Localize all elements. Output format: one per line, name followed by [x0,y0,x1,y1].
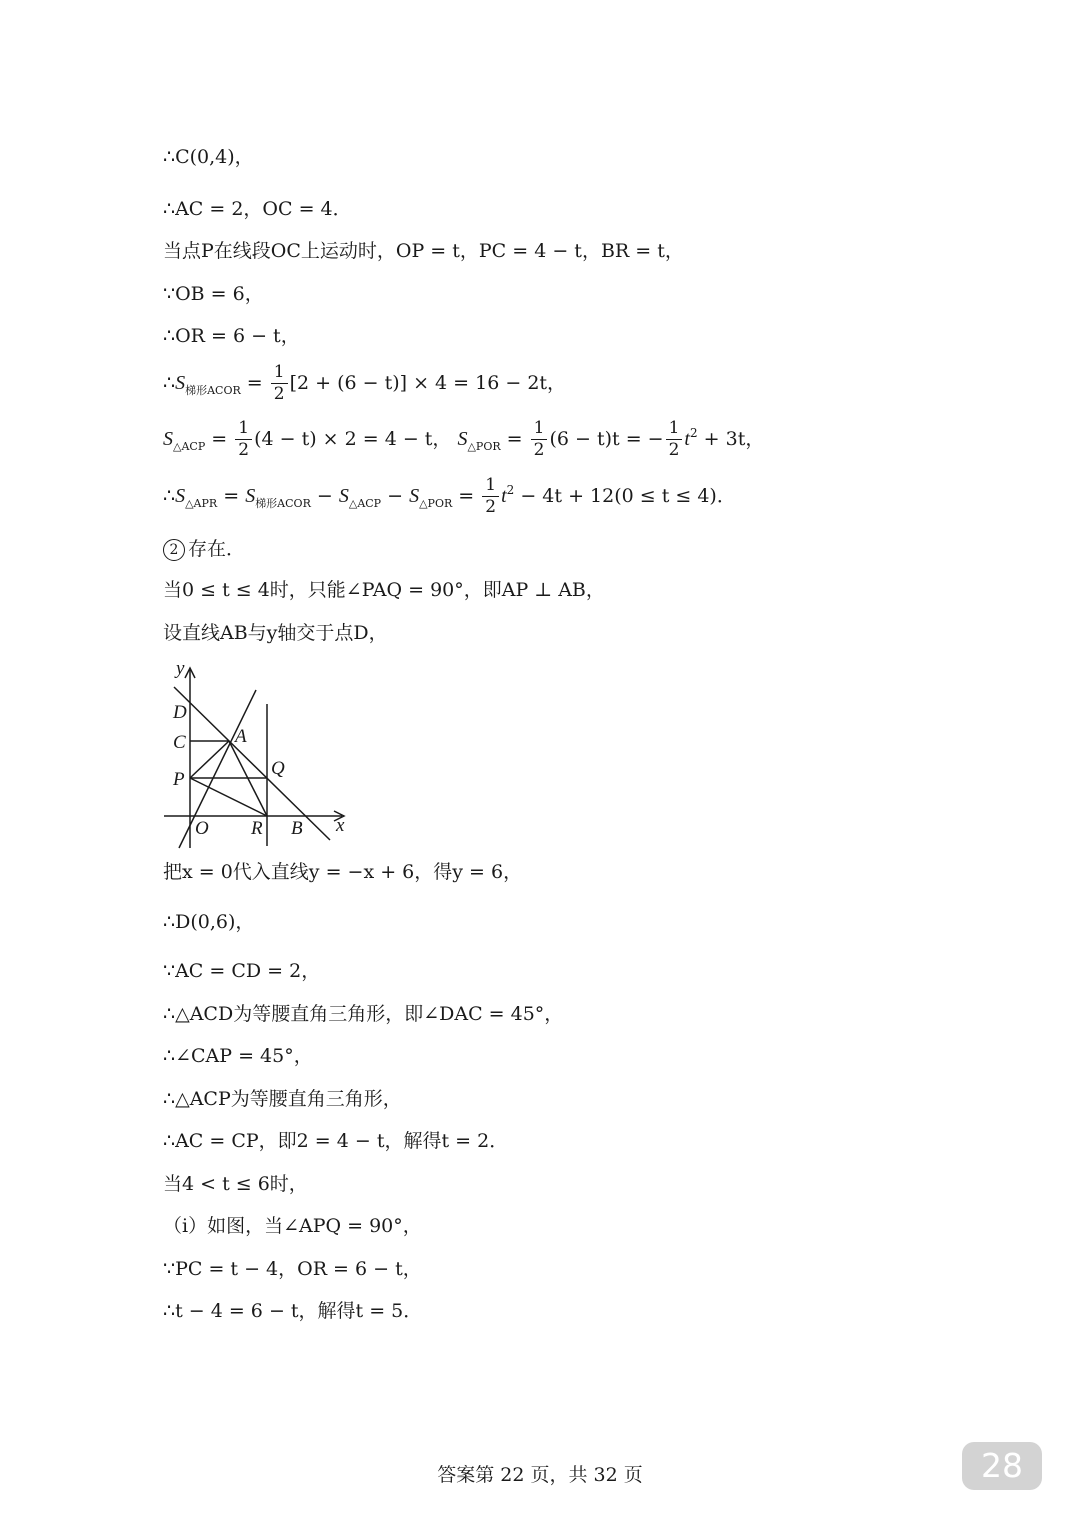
line-solve-t: ∴t − 4 = 6 − t，解得t = 5． [163,1300,423,1322]
line-set-d: 设直线AB与y轴交于点D， [163,622,388,644]
line-p-moving: 当点P在线段OC上运动时，OP = t，PC = 4 − t，BR = t， [163,240,684,262]
expression: [2 + (6 − t)] × 4 = 16 − 2t， [289,371,567,394]
line-cap: ∴∠CAP = 45°， [163,1045,313,1067]
line-acp-isosceles: ∴△ACP为等腰直角三角形， [163,1088,402,1110]
line-triangle-areas: $S_{\triangle ACP}$ = $\frac{1}{2}$ (4 − t) × 2 = 4 − t， $S_{\triangle POR}$ = $\frac{1}{2}$ (6 − t)t = − $\frac{1}{2}$ $t^2 + 3t$， [163,418,765,460]
line-or: ∴OR = 6 − t， [163,325,300,347]
line-sub-case-i: （i）如图，当∠APQ = 90°， [163,1215,422,1237]
label-c: C [173,732,186,753]
line-ac-cp: ∴AC = CP，即2 = 4 − t，解得t = 2． [163,1130,509,1152]
label-o: O [195,818,209,839]
label-b: B [291,818,303,839]
label-r: R [251,818,263,839]
segment-pa [190,741,229,778]
line-ac-cd: ∵AC = CD = 2， [163,960,321,982]
line-substitute: 把x = 0代入直线y = −x + 6，得y = 6， [163,861,523,883]
line-acd-isosceles: ∴△ACD为等腰直角三角形，即∠DAC = 45°， [163,1003,564,1025]
label-p: P [173,769,185,790]
line-ob: ∵OB = 6， [163,283,264,305]
line-case-2: 当4 < t ≤ 6时， [163,1173,308,1195]
line-ac-oc: ∴AC = 2，OC = 4． [163,198,352,220]
label-x: x [336,815,345,836]
fraction: $\frac{1}{2}$ [271,364,288,404]
line-part-two: 2 存在． [163,539,245,561]
page-number-badge: 28 [962,1442,1042,1490]
circled-number: 2 [163,539,185,561]
label-y: y [176,658,185,679]
coordinate-figure [150,656,360,852]
line-trapezoid-area: $\therefore S_{梯形ACOR}$ = $\frac{1}{2}$ [2 + (6 − t)] × 4 = 16 − 2t， [163,362,567,404]
line-c-point: ∴C(0,4)， [163,146,254,168]
line-case-1: 当0 ≤ t ≤ 4时，只能∠PAQ = 90°，即AP ⊥ AB， [163,579,605,601]
label-d: D [173,702,187,723]
label-q: Q [271,758,285,779]
subscript: 梯形ACOR [185,383,241,397]
page-footer: 答案第 22 页，共 32 页 [437,1464,643,1486]
line-pc-or: ∵PC = t − 4，OR = 6 − t， [163,1258,422,1280]
line-apr-area: $\therefore S_{\triangle APR} = S_{梯形ACOR} - S_{\triangle ACP} - S_{\triangle POR}$ = $\frac{1}{2}$ $t^2 - 4t + 12(0 \le t \le 4)$． [163,475,736,517]
label-a: A [235,726,247,747]
segment-pr [190,778,267,816]
line-d-point: ∴D(0,6)， [163,911,255,933]
